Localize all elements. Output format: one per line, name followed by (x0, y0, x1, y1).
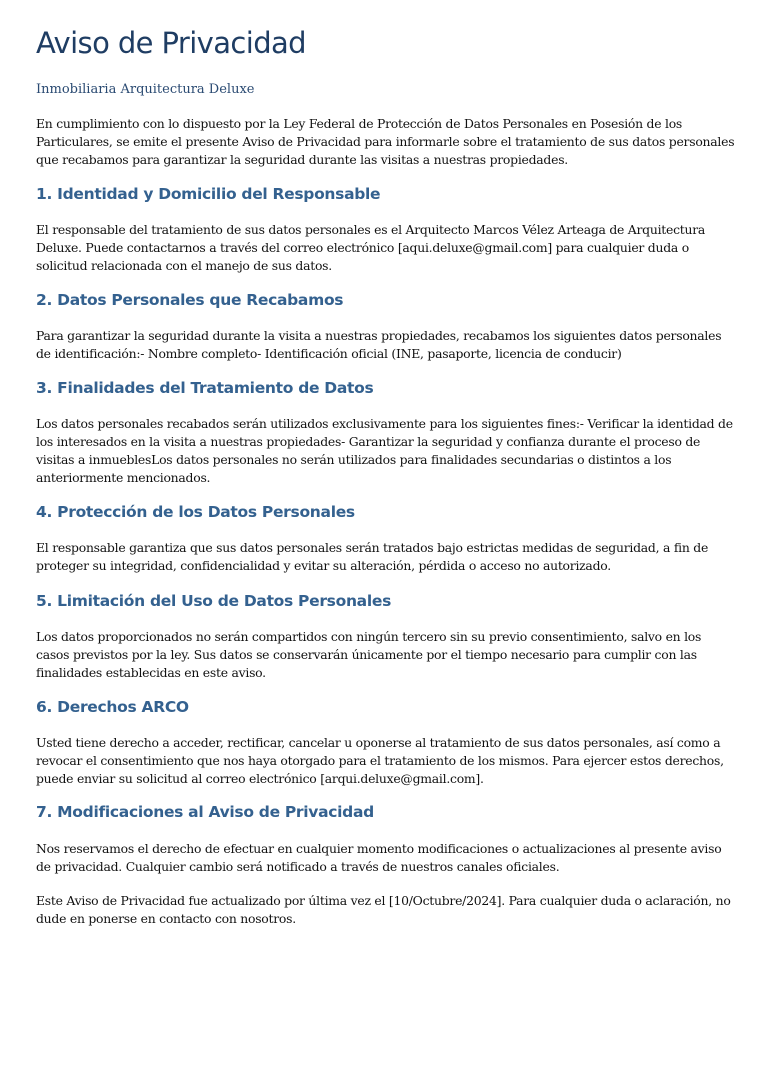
section-heading-identity: 1. Identidad y Domicilio del Responsable (36, 185, 381, 203)
section-body-protection: El responsable garantiza que sus datos personales serán tratados bajo estrictas medidas de seguridad, a fin de proteger su integridad, confidencialidad y evitar su alteración, pérdida o acceso no autorizado. (36, 540, 709, 573)
section-body-limitation: Los datos proporcionados no serán compartidos con ningún tercero sin su previo consentimiento, salvo en los casos previstos por la ley. Sus datos se conservarán únicamente por el tiempo necesario para cumplir con las finalidades establecidas en este aviso. (36, 629, 702, 680)
section-body-purposes: Los datos personales recabados serán utilizados exclusivamente para los siguientes fines:- Verificar la identidad de los interesados en la visita a nuestras propiedades- Garantizar la seguridad y confianza durante el proceso de visitas a inmueblesLos datos personales no serán utilizados para finalidades secundarias o distintos a los anteriormente mencionados. (36, 416, 733, 485)
section-heading-personal-data: 2. Datos Personales que Recabamos (36, 291, 344, 309)
section-heading-modifications: 7. Modificaciones al Aviso de Privacidad (36, 803, 374, 821)
section-body-modifications: Nos reservamos el derecho de efectuar en cualquier momento modificaciones o actualizaciones al presente aviso de privacidad. Cualquier cambio será notificado a través de nuestros canales oficiales. (36, 841, 722, 874)
company-name: Inmobiliaria Arquitectura Deluxe (36, 82, 255, 97)
intro-paragraph: En cumplimiento con lo dispuesto por la Ley Federal de Protección de Datos Personales en Posesión de los Particulares, se emite el presente Aviso de Privacidad para informarle sobre el tratamiento de sus datos personales que recabamos para garantizar la seguridad durante las visitas a nuestras propiedades. (36, 116, 735, 167)
section-heading-arco-rights: 6. Derechos ARCO (36, 698, 189, 716)
section-heading-limitation: 5. Limitación del Uso de Datos Personales (36, 592, 391, 610)
closing-paragraph: Este Aviso de Privacidad fue actualizado por última vez el [10/Octubre/2024]. Para cualquier duda o aclaración, no dude en ponerse en contacto con nosotros. (36, 893, 731, 926)
section-body-identity: El responsable del tratamiento de sus datos personales es el Arquitecto Marcos Vélez Arteaga de Arquitectura Deluxe. Puede contactarnos a través del correo electrónico [aqui.deluxe@gmail.com] para cualquier duda o solicitud relacionada con el manejo de sus datos. (36, 222, 706, 273)
section-body-arco-rights: Usted tiene derecho a acceder, rectificar, cancelar u oponerse al tratamiento de sus datos personales, así como a revocar el consentimiento que nos haya otorgado para el tratamiento de los mismos. Para ejercer estos derechos, puede enviar su solicitud al correo electrónico [arqui.deluxe@gmail.com]. (36, 735, 724, 786)
section-heading-protection: 4. Protección de los Datos Personales (36, 503, 355, 521)
document-title: Aviso de Privacidad (36, 26, 306, 60)
section-heading-purposes: 3. Finalidades del Tratamiento de Datos (36, 379, 374, 397)
section-body-personal-data: Para garantizar la seguridad durante la visita a nuestras propiedades, recabamos los siguientes datos personales de identificación:- Nombre completo- Identificación oficial (INE, pasaporte, licencia de conducir) (36, 328, 722, 361)
